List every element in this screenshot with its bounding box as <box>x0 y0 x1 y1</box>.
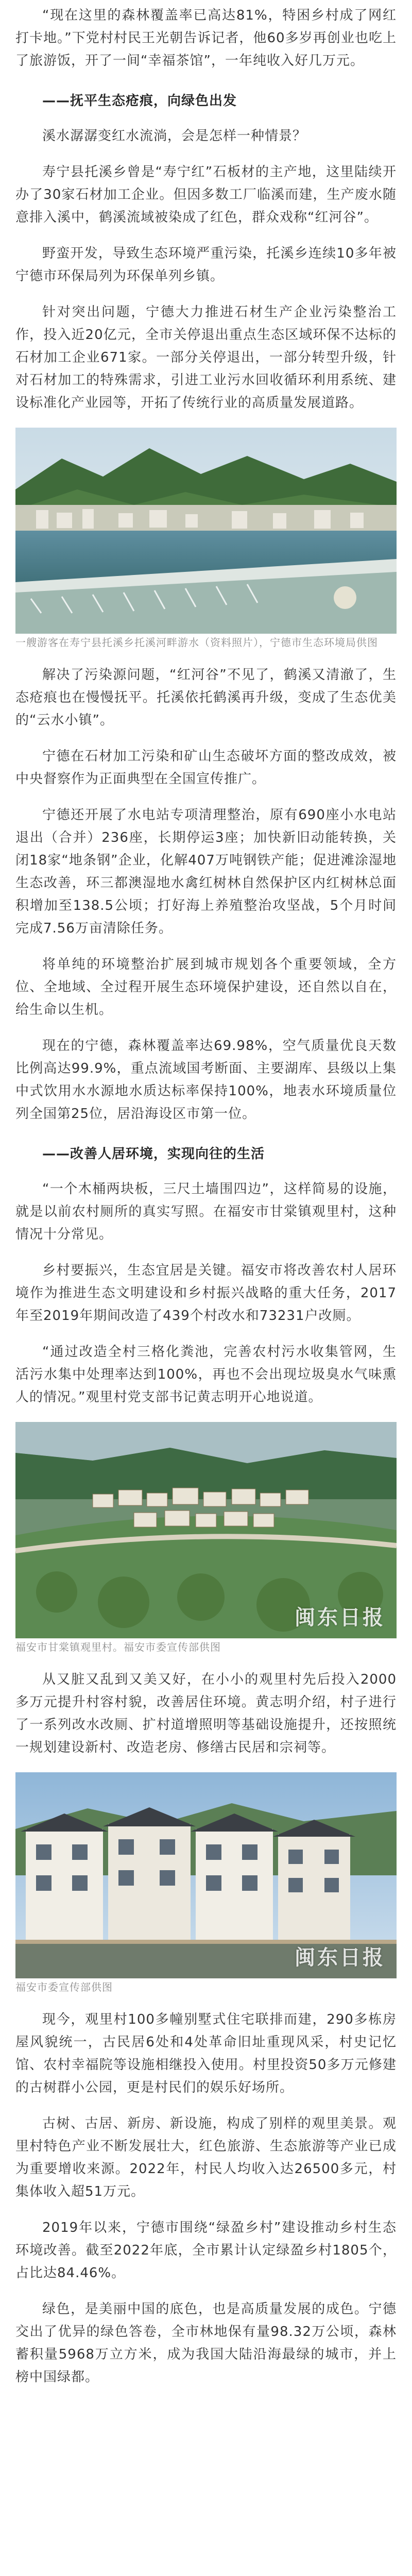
section-title: ——改善人居环境，实现向往的生活 <box>42 1146 265 1162</box>
newspaper-watermark: 闽东日报 <box>295 1605 385 1630</box>
river-weir-illustration <box>15 428 397 634</box>
photo-caption: 福安市委宣传部供图 <box>15 1981 113 1993</box>
paragraph: 宁德还开展了水电站专项清理整治，原有690座小水电站退出（合并）236座，长期停运3座；加快新旧动能转换，关闭18家“地条钢”企业，化解407万吨钢铁产能；促进滩涂湿地生态改善，环三都澳湿地水禽红树林自然保护区内红树林总面积增加至138.5公顷；打好海上养殖整治攻坚战，5个月时间完成7.56万亩清除任务。 <box>15 807 397 936</box>
paragraph: 现在的宁德，森林覆盖率达69.98%，空气质量优良天数比例高达99.9%，重点流域国考断面、主要湖库、县级以上集中式饮用水水源地水质达标率保持100%，地表水环境质量位列全国第25位，居沿海设区市第一位。 <box>15 1038 397 1122</box>
paragraph: 溪水潺潺变红水流淌，会是怎样一种情景？ <box>42 128 307 144</box>
paragraph: 宁德在石材加工污染和矿山生态破坏方面的整改成效，被中央督察作为正面典型在全国宣传推广。 <box>15 749 397 787</box>
paragraph: 将单纯的环境整治扩展到城市规划各个重要领域，全方位、全地域、全过程开展生态环境保护建设，还自然以自在，给生命以生机。 <box>15 957 397 1018</box>
section-title: ——抚平生态疮痕，向绿色出发 <box>42 93 237 109</box>
article <box>15 0 397 2402</box>
river-weir-photo <box>15 428 397 634</box>
photo-caption: 福安市甘棠镇观里村。福安市委宣传部供图 <box>15 1641 221 1653</box>
paragraph: 解决了污染源问题，“红河谷”不见了，鹤溪又清澈了，生态疮痕也在慢慢抚平。托溪依托鹤溪再升级，变成了生态优美的“云水小镇”。 <box>15 667 397 728</box>
paragraph: 2019年以来，宁德市围绕“绿盈乡村”建设推动乡村生态环境改善。截至2022年底，全市累计认定绿盈乡村1805个，占比达84.46%。 <box>15 2220 397 2281</box>
paragraph: 绿色，是美丽中国的底色，也是高质量发展的成色。宁德交出了优异的绿色答卷，全市林地保有量98.32万公顷，森林蓄积量5968万立方米，成为我国大陆沿海最绿的城市，并上榜中国绿都。 <box>15 2301 397 2385</box>
paragraph: 针对突出问题，宁德大力推进石材生产企业污染整治工作，投入近20亿元，全市关停退出重点生态区域环保不达标的石材加工企业671家。一部分关停退出，一部分转型升级，针对石材加工的特殊需求，引进工业污水回收循环利用系统、建设标准化产业园等，开拓了传统行业的高质量发展道路。 <box>15 304 397 411</box>
paragraph: 野蛮开发，导致生态环境严重污染，托溪乡连续10多年被宁德市环保局列为环保单列乡镇。 <box>15 246 397 284</box>
newspaper-watermark: 闽东日报 <box>295 1945 385 1970</box>
village-houses-photo <box>15 1772 397 1978</box>
paragraph: 寿宁县托溪乡曾是“寿宁红”石板材的主产地，这里陆续开办了30家石材加工企业。但因多数工厂临溪而建，生产废水随意排入溪中，鹤溪流域被染成了红色，群众戏称“红河谷”。 <box>15 164 397 225</box>
photo-caption: 一艘游客在寿宁县托溪乡托溪河畔游水（资料照片），宁德市生态环境局供图 <box>15 636 378 649</box>
paragraph: 从又脏又乱到又美又好，在小小的观里村先后投入2000多万元提升村容村貌，改善居住环境。黄志明介绍，村子进行了一系列改水改厕、扩村道增照明等基础设施提升，还按照统一规划建设新村、改造老房、修缮古民居和宗祠等。 <box>15 1672 397 1755</box>
paragraph: 古树、古居、新房、新设施，构成了别样的观里美景。观里村特色产业不断发展壮大，红色旅游、生态旅游等产业已成为重要增收来源。2022年，村民人均收入达26500多元，村集体收入超51万元。 <box>15 2116 397 2199</box>
paragraph: 乡村要振兴，生态宜居是关键。福安市将改善农村人居环境作为推进生态文明建设和乡村振兴战略的重大任务，2017年至2019年期间改造了439个村改水和73231户改厕。 <box>15 1263 397 1324</box>
paragraph: 现今，观里村100多幢别墅式住宅联排而建，290多栋房屋风貌统一，古民居6处和4处革命旧址重现风采，村史记忆馆、农村幸福院等设施相继投入使用。村里投资50多万元修建的古树群小公园，更是村民们的娱乐好场所。 <box>15 2012 397 2095</box>
paragraph: “一个木桶两块板，三尺土墙围四边”，这样简易的设施，就是以前农村厕所的真实写照。在福安市甘棠镇观里村，这种情况十分常见。 <box>15 1181 397 1242</box>
paragraph: “现在这里的森林覆盖率已高达81%，特困乡村成了网红打卡地。”下党村村民王光朝告诉记者，他60多岁再创业也吃上了旅游饭，开了一间“幸福茶馆”，一年纯收入好几万元。 <box>15 8 397 69</box>
paragraph: “通过改造全村三格化粪池，完善农村污水收集管网，生活污水集中处理率达到100%，再也不会出现垃圾臭水气味熏人的情况。”观里村党支部书记黄志明开心地说道。 <box>15 1344 397 1405</box>
village-aerial-photo <box>15 1422 397 1638</box>
